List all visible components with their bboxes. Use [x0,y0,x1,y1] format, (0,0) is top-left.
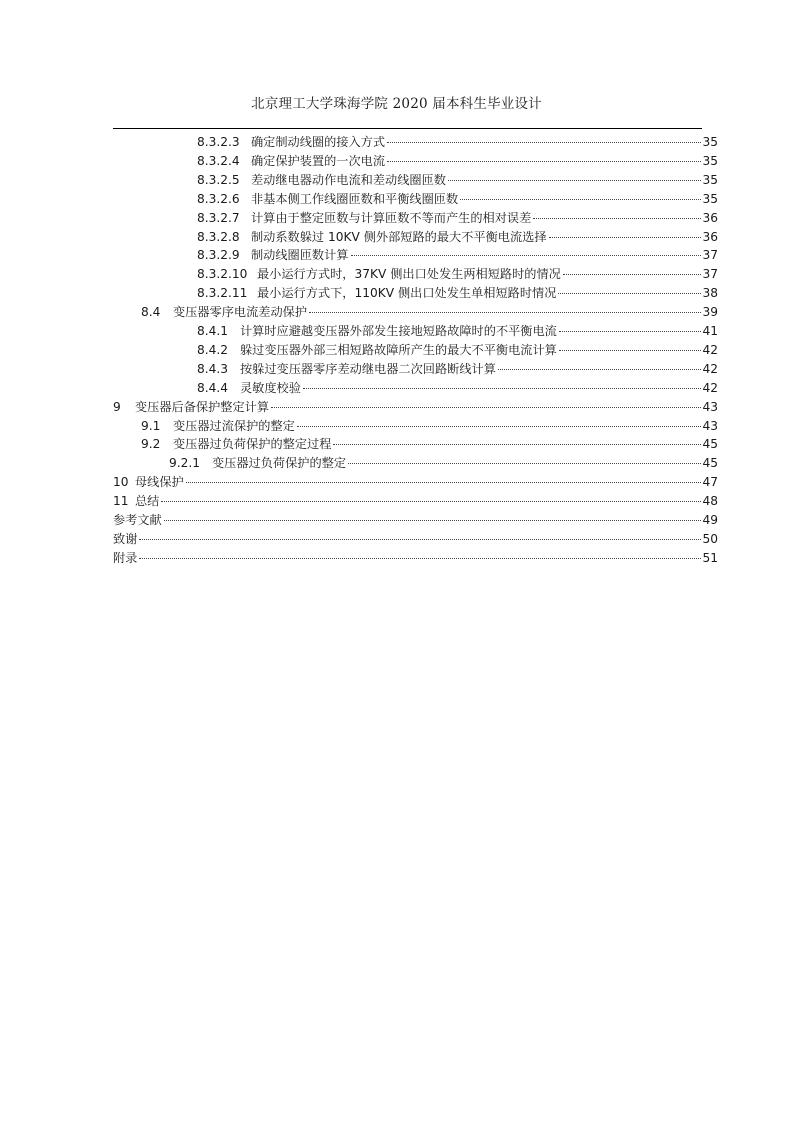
toc-entry-title: 计算由于整定匝数与计算匝数不等而产生的相对误差 [251,210,532,225]
toc-entry-number: 8.4.4 [197,380,229,395]
toc-entry-title: 差动继电器动作电流和差动线圈匝数 [251,172,446,187]
toc-entry-number: 8.3.2.10 [197,267,248,282]
toc-entry-page: 49 [702,513,718,527]
toc-entry-number: 8.3.2.8 [197,229,240,244]
toc-dot-leader [558,279,701,294]
toc-dot-leader [559,336,702,351]
toc-entry-page: 45 [702,437,718,452]
toc-dot-leader [387,128,701,143]
toc-entry-page: 42 [702,380,718,395]
toc-dot-leader [448,166,701,181]
toc-dot-leader [186,468,702,483]
toc-entry-page: 50 [702,531,718,546]
toc-dot-leader [303,374,702,389]
toc-entry-title: 变压器过流保护的整定 [173,418,295,433]
toc-entry-number: 10 [113,475,129,490]
toc-entry-title: 确定保护装置的一次电流 [251,153,386,168]
toc-entry-page: 37 [702,248,718,263]
toc-dot-leader [387,147,701,162]
toc-entry-page: 48 [702,494,718,509]
toc-dot-leader [348,449,701,464]
toc-dot-leader [164,506,702,521]
toc-entry[interactable] [113,547,718,565]
toc-entry-page: 43 [702,418,718,433]
toc-entry-page: 37 [702,267,718,282]
toc-dot-leader [161,487,701,502]
toc-entry-number: 8.4 [141,305,161,320]
toc-dot-leader [139,525,701,540]
toc-dot-leader [563,260,702,275]
toc-entry-title: 变压器过负荷保护的整定 [212,456,347,471]
toc-entry-title: 制动系数躲过 10KV 侧外部短路的最大不平衡电流选择 [251,229,547,244]
toc-dot-leader [533,204,701,219]
toc-dot-leader [559,317,702,332]
toc-entry-page: 45 [702,456,718,471]
toc-entry-page: 36 [702,229,718,244]
toc-entry-title: 变压器零序电流差动保护 [173,305,308,320]
toc-entry-title: 计算时应避越变压器外部发生接地短路故障时的不平衡电流 [240,324,557,338]
toc-entry-number: 8.3.2.3 [197,135,240,149]
toc-entry-number: 8.3.2.11 [197,286,248,301]
toc-entry-page: 42 [702,361,718,376]
toc-entry-title: 躲过变压器外部三相短路故障所产生的最大不平衡电流计算 [240,342,557,357]
toc-dot-leader [549,223,702,238]
toc-entry-title: 附录 [113,550,138,565]
toc-entry-number: 8.3.2.6 [197,191,240,206]
toc-entry-title: 总结 [135,494,160,509]
toc-entry-number: 8.4.3 [197,361,229,376]
toc-entry-title: 灵敏度校验 [240,380,301,395]
toc-entry-number: 9.2.1 [169,456,201,471]
toc-entry-title: 最小运行方式下，110KV 侧出口处发生单相短路时情况 [257,286,557,301]
toc-entry-title: 参考文献 [113,513,162,527]
toc-dot-leader [309,298,701,313]
toc-entry-number: 11 [113,494,129,509]
toc-entry-page: 43 [702,399,718,414]
toc-entry-title: 制动线圈匝数计算 [251,248,349,263]
toc-dot-leader [351,241,702,256]
toc-entry-page: 41 [702,324,718,338]
toc-dot-leader [139,544,701,559]
toc-entry-page: 51 [702,550,718,565]
toc-entry-title: 非基本侧工作线圈匝数和平衡线圈匝数 [251,191,459,206]
toc-entry-title: 母线保护 [135,475,184,490]
toc-entry-page: 35 [702,153,718,168]
toc-entry-title: 变压器后备保护整定计算 [135,399,270,414]
toc-entry-title: 致谢 [113,531,138,546]
toc-dot-leader [271,393,701,408]
toc-entry-title: 最小运行方式时，37KV 侧出口处发生两相短路时的情况 [257,267,561,282]
toc-entry-title: 确定制动线圈的接入方式 [251,135,386,149]
toc-entry-page: 38 [702,286,718,301]
toc-entry-number: 9.1 [141,418,161,433]
toc-entry-number: 8.3.2.9 [197,248,240,263]
toc-entry-number: 8.3.2.4 [197,153,240,168]
toc-entry-page: 39 [702,305,718,320]
toc-entry-page: 35 [702,172,718,187]
page-header: 北京理工大学珠海学院 2020 届本科生毕业设计 [251,96,542,112]
toc-dot-leader [498,355,702,370]
toc-entry-page: 35 [702,135,718,149]
toc-entry-number: 8.4.1 [197,324,229,338]
toc-entry-number: 8.3.2.5 [197,172,240,187]
toc-entry-number: 9 [113,399,121,414]
toc-entry-number: 8.3.2.7 [197,210,240,225]
toc-entry-number: 9.2 [141,437,161,452]
toc-entry-page: 47 [702,475,718,490]
toc-entry-page: 35 [702,191,718,206]
toc-dot-leader [297,412,702,427]
toc-entry-title: 按躲过变压器零序差动继电器二次回路断线计算 [240,361,496,376]
toc-entry-page: 36 [702,210,718,225]
toc-dot-leader [333,430,701,445]
toc-entry-page: 42 [702,342,718,357]
toc-dot-leader [460,185,701,200]
toc-entry-number: 8.4.2 [197,342,229,357]
toc-entry-title: 变压器过负荷保护的整定过程 [173,437,332,452]
